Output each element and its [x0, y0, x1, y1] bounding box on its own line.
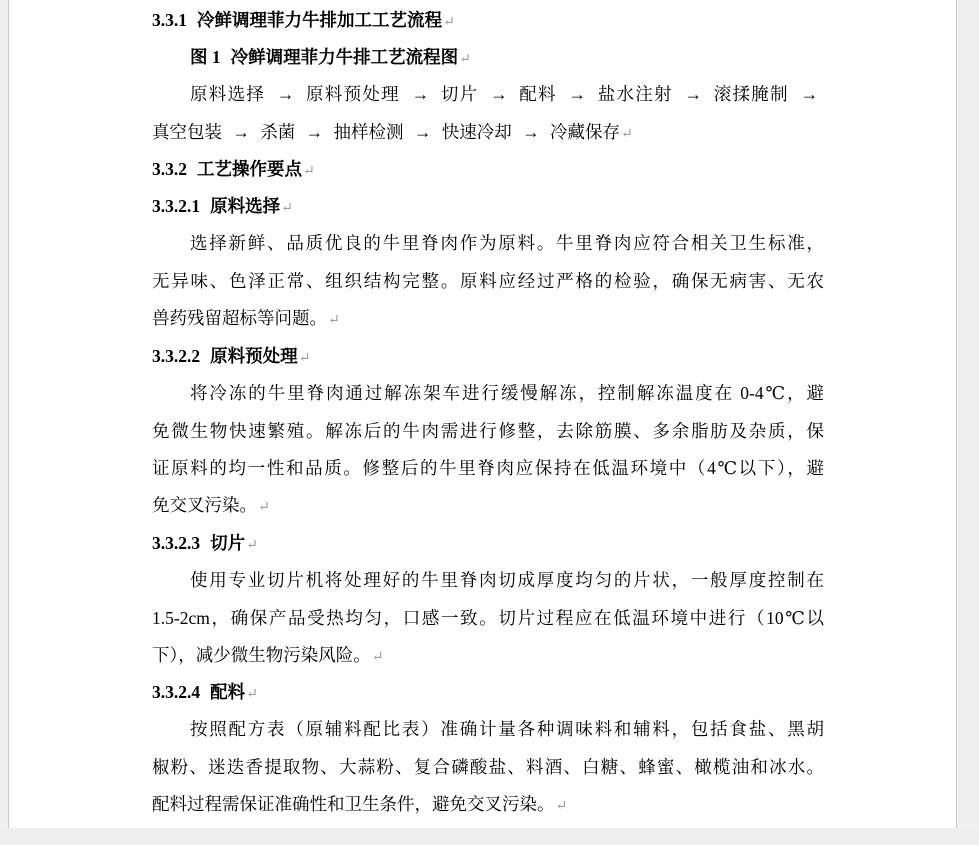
flow-step: 抽样检测: [333, 122, 404, 142]
paragraph-line: 兽药残留超标等问题。↵: [152, 308, 340, 328]
heading-3-3-2-4: 3.3.2.4 配料↵: [152, 682, 258, 702]
arrow-icon: →: [305, 122, 324, 142]
document-bottom-margin: [0, 828, 979, 845]
flow-step: 冷藏保存: [550, 122, 620, 142]
figure-caption: 图 1 冷鲜调理菲力牛排工艺流程图↵: [190, 47, 471, 67]
flow-step: 原料预处理: [306, 84, 400, 104]
flow-step: 切片: [440, 84, 479, 104]
arrow-icon: →: [684, 84, 703, 104]
flow-step: 盐水注射: [597, 84, 673, 104]
paragraph-line: 证原料的均一性和品质。修整后的牛里脊肉应保持在低温环境中（4℃以下），避: [152, 458, 824, 478]
arrow-icon: →: [276, 84, 295, 104]
paragraph-line: 1.5-2cm，确保产品受热均匀，口感一致。切片过程应在低温环境中进行（10℃以: [152, 608, 824, 628]
heading-3-3-2-2: 3.3.2.2 原料预处理↵: [152, 346, 311, 366]
paragraph-line: 无异味、色泽正常、组织结构完整。原料应经过严格的检验，确保无病害、无农: [152, 271, 824, 291]
heading-3-3-2-3: 3.3.2.3 切片↵: [152, 533, 258, 553]
arrow-icon: →: [568, 84, 587, 104]
flow-step: 杀菌: [260, 122, 296, 142]
paragraph-line: 椒粉、迷迭香提取物、大蒜粉、复合磷酸盐、料酒、白糖、蜂蜜、橄榄油和冰水。: [152, 757, 824, 777]
arrow-icon: →: [800, 84, 819, 104]
flow-step: 滚揉腌制: [713, 84, 789, 104]
arrow-icon: →: [411, 84, 430, 104]
paragraph-line: 免交叉污染。↵: [152, 495, 270, 515]
heading-3-3-1: 3.3.1 冷鲜调理菲力牛排加工工艺流程↵: [152, 10, 455, 30]
process-flow-line-2: 真空包装 → 杀菌 → 抽样检测 → 快速冷却 → 冷藏保存↵: [152, 122, 633, 142]
heading-3-3-2-1: 3.3.2.1 原料选择↵: [152, 196, 293, 216]
document-page: [8, 0, 957, 828]
paragraph-line: 下），减少微生物污染风险。↵: [152, 645, 384, 665]
flow-step: 真空包装: [152, 122, 222, 142]
flow-step: 原料选择: [190, 84, 266, 104]
paragraph-line: 免微生物快速繁殖。解冻后的牛肉需进行修整，去除筋膜、多余脂肪及杂质，保: [152, 421, 824, 441]
paragraph-line: 将冷冻的牛里脊肉通过解冻架车进行缓慢解冻，控制解冻温度在 0-4℃，避: [190, 383, 824, 403]
flow-step: 配料: [519, 84, 557, 104]
process-flow-line-1: [152, 76, 824, 113]
arrow-icon: →: [490, 84, 508, 104]
heading-3-3-2: 3.3.2 工艺操作要点↵: [152, 159, 315, 179]
flow-step: 快速冷却: [441, 122, 512, 142]
paragraph-line: 按照配方表（原辅料配比表）准确计量各种调味料和辅料，包括食盐、黑胡: [190, 719, 824, 739]
arrow-icon: →: [413, 122, 432, 142]
paragraph-line: 使用专业切片机将处理好的牛里脊肉切成厚度均匀的片状，一般厚度控制在: [190, 570, 824, 590]
arrow-icon: →: [232, 122, 250, 142]
paragraph-line: 配料过程需保证准确性和卫生条件，避免交叉污染。↵: [152, 794, 568, 814]
paragraph-line: 选择新鲜、品质优良的牛里脊肉作为原料。牛里脊肉应符合相关卫生标准，: [190, 233, 824, 253]
arrow-icon: →: [522, 122, 540, 142]
